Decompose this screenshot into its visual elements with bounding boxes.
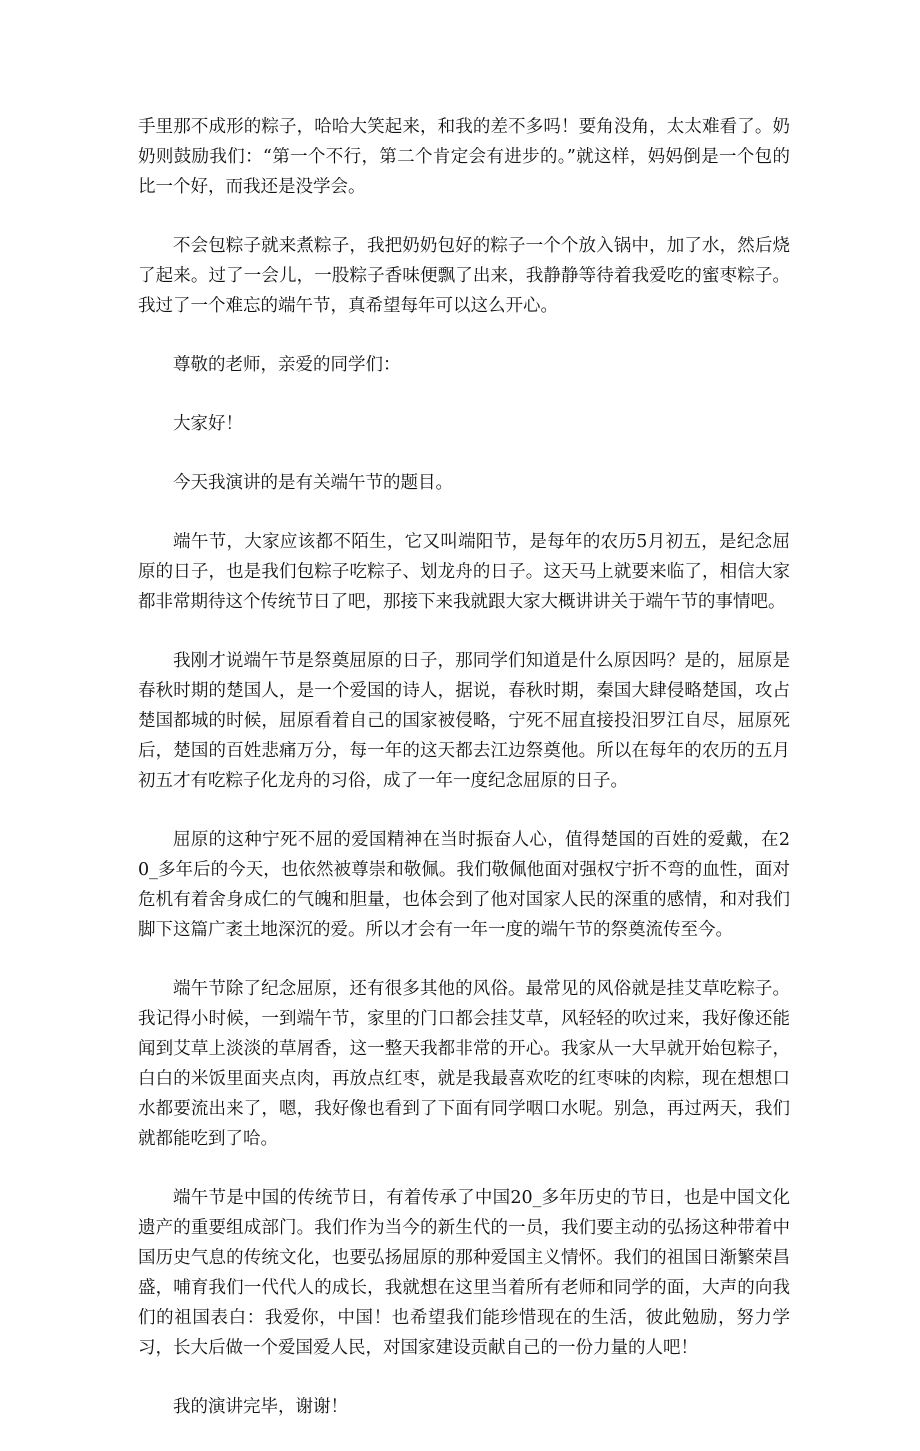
paragraph: 屈原的这种宁死不屈的爱国精神在当时振奋人心，值得楚国的百姓的爱戴，在20_多年后的今天，也依然被尊崇和敬佩。我们敬佩他面对强权宁折不弯的血性，面对危机有着舍身成仁的气魄和胆量，也体会到了他对国家人民的深重的感情，和对我们脚下这篇广袤土地深沉的爱。所以才会有一年一度的端午节的祭奠流传至今。 <box>138 830 790 940</box>
paragraph: 我刚才说端午节是祭奠屈原的日子，那同学们知道是什么原因吗？是的，屈原是春秋时期的楚国人，是一个爱国的诗人，据说，春秋时期，秦国大肆侵略楚国，攻占楚国都城的时候，屈原看着自己的国家被侵略，宁死不屈直接投汨罗江自尽，屈原死后，楚国的百姓悲痛万分，每一年的这天都去江边祭奠他。所以在每年的农历的五月初五才有吃粽子化龙舟的习俗，成了一年一度纪念屈原的日子。 <box>138 651 790 791</box>
paragraph: 端午节，大家应该都不陌生，它又叫端阳节，是每年的农历5月初五，是纪念屈原的日子，也是我们包粽子吃粽子、划龙舟的日子。这天马上就要来临了，相信大家都非常期待这个传统节日了吧，那接下来我就跟大家大概讲讲关于端午节的事情吧。 <box>138 532 790 612</box>
speech-greeting: 大家好！ <box>173 414 243 434</box>
paragraph: 不会包粽子就来煮粽子，我把奶奶包好的粽子一个个放入锅中，加了水，然后烧了起来。过了一会儿，一股粽子香味便飘了出来，我静静等待着我爱吃的蜜枣粽子。我过了一个难忘的端午节，真希望每年可以这么开心。 <box>138 236 790 316</box>
paragraph-continuation: 手里那不成形的粽子，哈哈大笑起来，和我的差不多吗！要角没角，太太难看了。奶奶则鼓励我们：“第一个不行，第二个肯定会有进步的。”就这样，妈妈倒是一个包的比一个好，而我还是没学会。 <box>138 117 790 197</box>
paragraph: 端午节除了纪念屈原，还有很多其他的风俗。最常见的风俗就是挂艾草吃粽子。我记得小时候，一到端午节，家里的门口都会挂艾草，风轻轻的吹过来，我好像还能闻到艾草上淡淡的草屑香，这一整天我都非常的开心。我家从一大早就开始包粽子，白白的米饭里面夹点肉，再放点红枣，就是我最喜欢吃的红枣味的肉粽，现在想想口水都要流出来了，嗯，我好像也看到了下面有同学咽口水呢。别急，再过两天，我们就都能吃到了哈。 <box>138 979 790 1149</box>
speech-salutation: 尊敬的老师，亲爱的同学们： <box>173 355 401 375</box>
speech-closing: 我的演讲完毕，谢谢！ <box>173 1397 348 1417</box>
paragraph: 端午节是中国的传统节日，有着传承了中国20_多年历史的节日，也是中国文化遗产的重要组成部门。我们作为当今的新生代的一员，我们要主动的弘扬这种带着中国历史气息的传统文化，也要弘扬屈原的那种爱国主义情怀。我们的祖国日渐繁荣昌盛，哺育我们一代代人的成长，我就想在这里当着所有老师和同学的面，大声的向我们的祖国表白：我爱你，中国！也希望我们能珍惜现在的生活，彼此勉励，努力学习，长大后做一个爱国爱人民，对国家建设贡献自己的一份力量的人吧！ <box>138 1188 790 1358</box>
speech-topic: 今天我演讲的是有关端午节的题目。 <box>173 473 453 493</box>
document-body <box>138 112 790 1451</box>
